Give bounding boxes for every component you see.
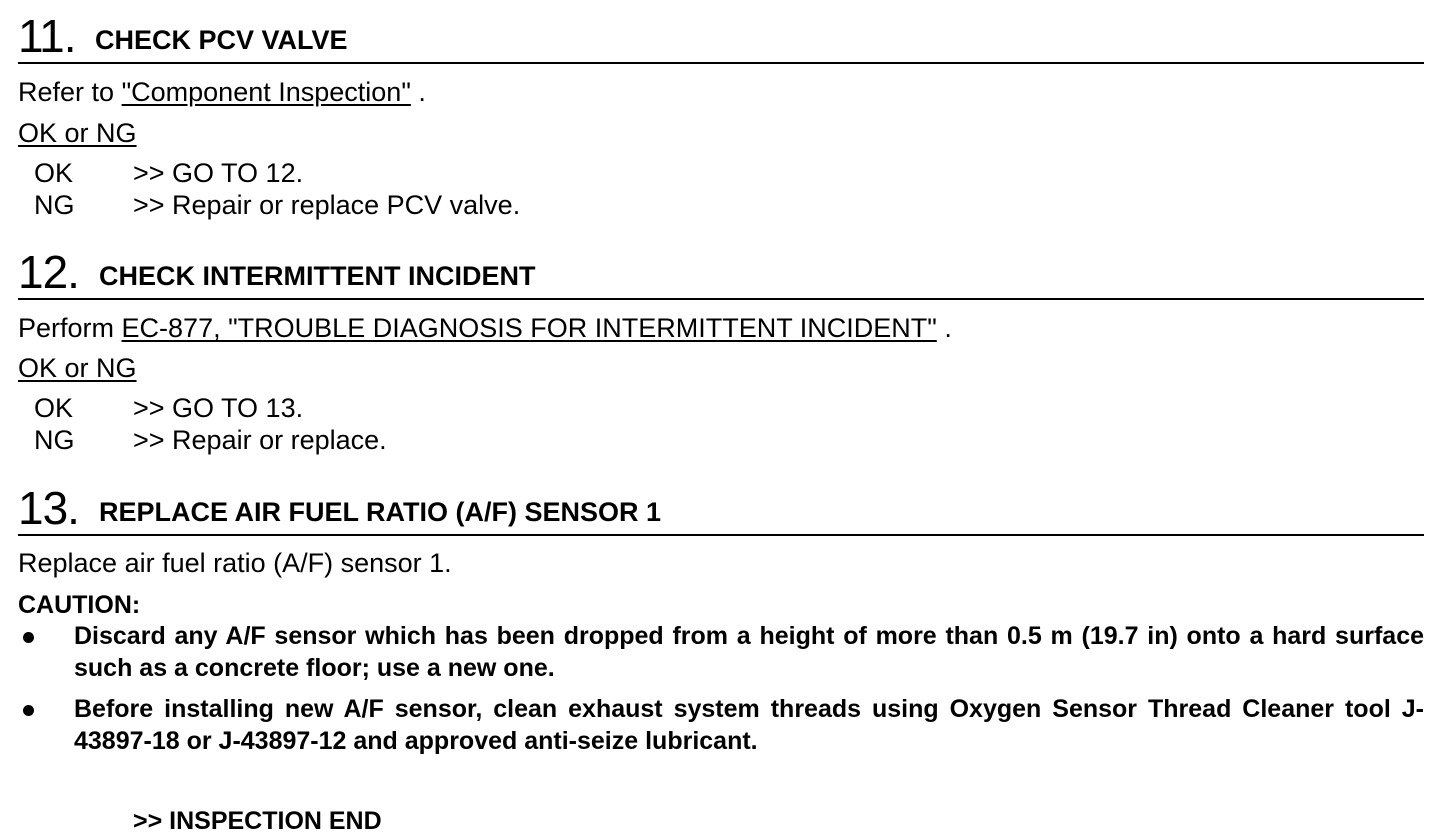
- step-11-ok-action: >> GO TO 12.: [133, 158, 304, 188]
- step-11-title: CHECK PCV VALVE: [95, 25, 348, 55]
- caution-bullet-2: Before installing new A/F sensor, clean exhaust system threads using Oxygen Sensor Thread Cleaner tool J-43897-18 or J-43897-12 and approved anti-seize lubricant.: [74, 695, 1424, 755]
- perform-prefix: Perform: [18, 313, 115, 343]
- ok-or-ng-label: OK or NG: [18, 118, 137, 148]
- step-12-ok-label: OK: [34, 393, 74, 423]
- component-inspection-link[interactable]: "Component Inspection": [121, 77, 411, 107]
- ok-or-ng-label: OK or NG: [18, 353, 137, 383]
- step-13-title: REPLACE AIR FUEL RATIO (A/F) SENSOR 1: [99, 497, 662, 527]
- refer-suffix: .: [418, 77, 426, 107]
- bullet-dot-icon: [23, 705, 34, 716]
- step-12-ng-action: >> Repair or replace.: [133, 425, 387, 455]
- step-12-perform-line: [18, 312, 952, 344]
- step-11-ok-or-ng: [18, 117, 137, 149]
- step-11-ng-action: >> Repair or replace PCV valve.: [133, 190, 521, 220]
- inspection-end-text: >> INSPECTION END: [133, 807, 382, 835]
- step-12-ng-label: NG: [34, 425, 75, 455]
- step-12-ok-action: >> GO TO 13.: [133, 393, 304, 423]
- step-12-title: CHECK INTERMITTENT INCIDENT: [99, 261, 536, 291]
- step-12-number: 12.: [18, 246, 79, 298]
- step-12-header: [18, 248, 1424, 300]
- caution-bullet-1: Discard any A/F sensor which has been dropped from a height of more than 0.5 m (19.7 in) onto a hard surface such as a concrete floor; use a new one.: [74, 622, 1424, 682]
- step-13-number: 13.: [18, 482, 79, 534]
- step-12-ok-or-ng: [18, 352, 137, 384]
- bullet-dot-icon: [23, 632, 34, 643]
- perform-suffix: .: [944, 313, 952, 343]
- caution-label: CAUTION:: [18, 591, 141, 619]
- step-11-header: [18, 12, 1424, 64]
- refer-prefix: Refer to: [18, 77, 115, 107]
- step-11-ng-label: NG: [34, 190, 75, 220]
- intermittent-incident-link[interactable]: EC-877, "TROUBLE DIAGNOSIS FOR INTERMITTENT INCIDENT": [121, 313, 937, 343]
- step-11-number: 11.: [18, 10, 76, 62]
- step-11-ok-label: OK: [34, 158, 74, 188]
- step-13-instruction: Replace air fuel ratio (A/F) sensor 1.: [18, 548, 452, 578]
- step-13-header: [18, 484, 1424, 536]
- step-11-refer-line: [18, 76, 426, 108]
